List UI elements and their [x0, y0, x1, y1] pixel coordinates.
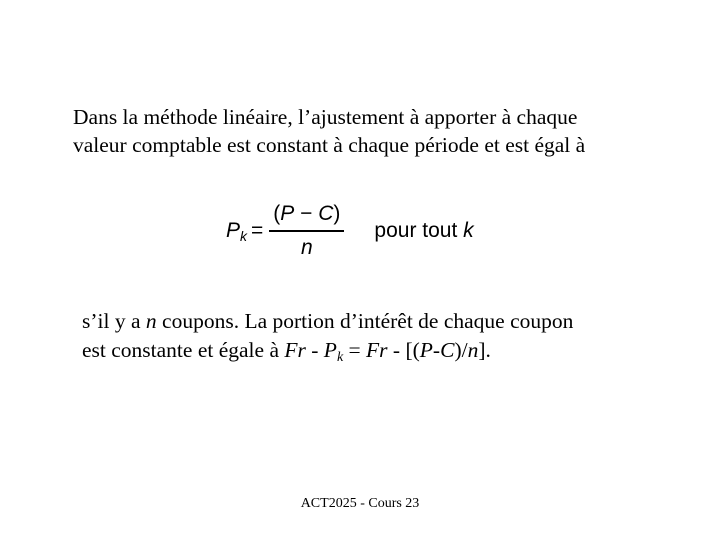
- formula-lhs-var: P: [226, 218, 241, 242]
- interest-var-c: C: [440, 338, 455, 362]
- interest-text: -: [432, 338, 441, 362]
- formula-quantifier-text: pour tout: [374, 219, 458, 242]
- slide-footer: ACT2025 - Cours 23: [300, 496, 420, 511]
- linear-adjustment-formula: [226, 196, 474, 266]
- intro-line-1: Dans la méthode linéaire, l’ajustement à apporter à chaque: [73, 105, 578, 129]
- interest-paragraph: [82, 307, 682, 372]
- interest-var-p: P: [419, 338, 433, 362]
- interest-var-p: P: [323, 338, 337, 362]
- formula-lhs: [226, 219, 247, 244]
- intro-line-2: valeur comptable est constant à chaque période et est égal à: [73, 133, 586, 157]
- interest-text: coupons. La portion d’intérêt de chaque coupon: [156, 309, 574, 333]
- interest-var-n: n: [467, 338, 479, 362]
- interest-var-k: k: [336, 350, 344, 365]
- formula-denominator: n: [301, 235, 313, 259]
- interest-text: -: [305, 338, 324, 362]
- interest-var-fr: Fr: [284, 338, 306, 362]
- interest-text: - [(: [387, 338, 420, 362]
- interest-text: est constante et égale à: [82, 338, 285, 362]
- formula-numerator: (P − C): [273, 202, 341, 226]
- formula-quantifier: [374, 219, 473, 243]
- formula-quantifier-var: k: [463, 219, 474, 242]
- formula-equals: =: [251, 219, 264, 242]
- interest-text: =: [343, 338, 367, 362]
- interest-var-fr: Fr: [366, 338, 388, 362]
- interest-text: s’il y a: [82, 309, 146, 333]
- formula-lhs-subscript: k: [240, 227, 248, 244]
- interest-text: ].: [478, 338, 491, 362]
- intro-paragraph: [73, 103, 673, 159]
- formula-fraction: [269, 202, 344, 260]
- interest-var-n: n: [145, 309, 157, 333]
- interest-text: )/: [454, 338, 468, 362]
